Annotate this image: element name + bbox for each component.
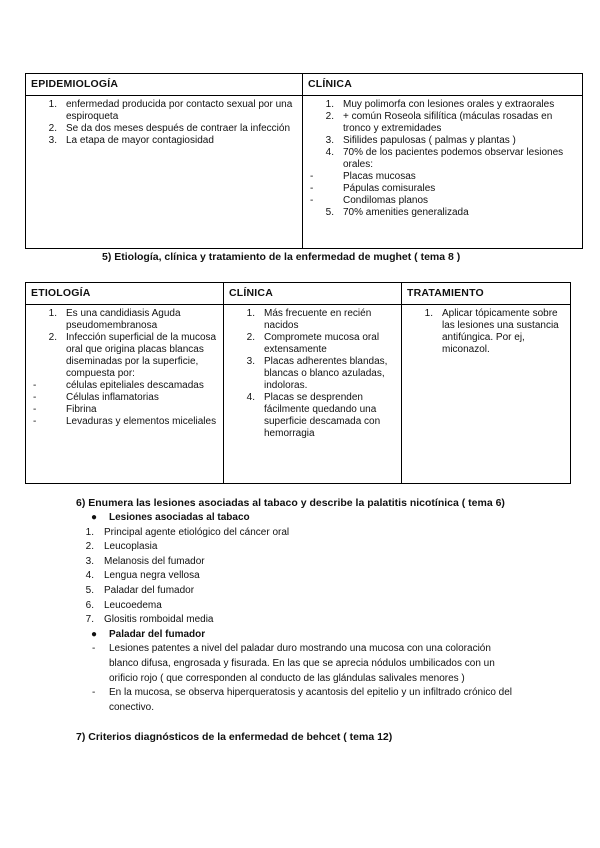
syphilis-table: [25, 73, 583, 249]
list-item: - Condilomas planos: [310, 195, 429, 206]
list-item: 5. 70% amenities generalizada: [325, 207, 469, 218]
list-item: - En la mucosa, se observa hiperqueratosis y acantosis del epitelio y un infiltrado crónico del conectivo.: [92, 687, 512, 713]
list-item: 1. Aplicar tópicamente sobre las lesiones una sustancia antifúngica. Por ej, miconazol.: [424, 308, 559, 355]
question-5-heading: 5) Etiología, clínica y tratamiento de la enfermedad de mughet ( tema 8 ): [102, 251, 461, 263]
list-item: 1. enfermedad producida por contacto sexual por una espiroqueta: [48, 99, 293, 122]
list-item: - Levaduras y elementos miceliales: [33, 416, 217, 427]
etiologia-cell: [26, 305, 224, 484]
list-item: 2. + común Roseola sifilítica (máculas rosadas en tronco y extremidades: [325, 111, 553, 134]
list-item: 4. Lengua negra vellosa: [85, 570, 200, 582]
list-item: 1. Más frecuente en recién nacidos: [246, 308, 372, 331]
list-item: - Células inflamatorias: [33, 392, 159, 403]
list-item: 5. Paladar del fumador: [85, 584, 195, 596]
header-etiologia: ETIOLOGÍA: [26, 283, 224, 305]
list-item: 1. Es una candidiasis Aguda pseudomembranosa: [48, 308, 181, 331]
list-item: - células epiteliales descamadas: [33, 380, 204, 391]
clinica-cell: [303, 96, 583, 249]
list-item: 6. Leucoedema: [85, 599, 162, 611]
list-item: 4. 70% de los pacientes podemos observar lesiones orales:: [325, 147, 564, 170]
epidemiologia-cell: [26, 96, 303, 249]
clinica-cell: [224, 305, 402, 484]
header-tratamiento: TRATAMIENTO: [402, 283, 571, 305]
list-item: 2. Leucoplasia: [85, 541, 158, 553]
question-6-content: [76, 511, 516, 715]
list-item: - Fibrina: [33, 404, 97, 415]
tratamiento-cell: [402, 305, 571, 484]
subheading-paladar: ● Paladar del fumador: [76, 628, 516, 643]
question-6-heading: 6) Enumera las lesiones asociadas al tabaco y describe la palatitis nicotínica ( tema 6): [76, 497, 505, 509]
subheading-lesiones: ● Lesiones asociadas al tabaco: [76, 511, 516, 526]
list-item: 2. Infección superficial de la mucosa oral que origina placas blancas diseminadas por la superficie, compuesta por:: [48, 332, 217, 379]
header-clinica: CLÍNICA: [303, 74, 583, 96]
mughet-table: [25, 282, 571, 484]
header-clinica: CLÍNICA: [224, 283, 402, 305]
list-item: 2. Compromete mucosa oral extensamente: [246, 332, 380, 355]
question-7-heading: 7) Criterios diagnósticos de la enfermedad de behcet ( tema 12): [76, 731, 393, 743]
list-item: 1. Muy polimorfa con lesiones orales y extraorales: [325, 99, 555, 110]
list-item: - Pápulas comisurales: [310, 183, 436, 194]
list-item: 3. Melanosis del fumador: [85, 555, 205, 567]
list-item: 3. Sifilides papulosas ( palmas y plantas ): [325, 135, 516, 146]
list-item: - Placas mucosas: [310, 171, 416, 182]
list-item: 4. Placas se desprenden fácilmente quedando una superficie descamada con hemorragia: [246, 392, 381, 439]
list-item: 3. Placas adherentes blandas, blancas o blanco azuladas, indoloras.: [246, 356, 388, 391]
list-item: 3. La etapa de mayor contagiosidad: [48, 135, 214, 146]
header-epidemiologia: EPIDEMIOLOGÍA: [26, 74, 303, 96]
bullet-icon: ●: [91, 512, 98, 523]
list-item: 2. Se da dos meses después de contraer la infección: [48, 123, 291, 134]
list-item: 7. Glositis romboidal media: [85, 614, 214, 626]
list-item: 1. Principal agente etiológico del cáncer oral: [85, 526, 290, 538]
list-item: - Lesiones patentes a nivel del paladar duro mostrando una mucosa con una coloración blanco difusa, engrosada y fisurada. En las que se aprecia nódulos umbilicados con un orificio rojo ( que corresponden al conducto de las glándulas salivales menores ): [92, 643, 495, 684]
bullet-icon: ●: [91, 628, 98, 640]
